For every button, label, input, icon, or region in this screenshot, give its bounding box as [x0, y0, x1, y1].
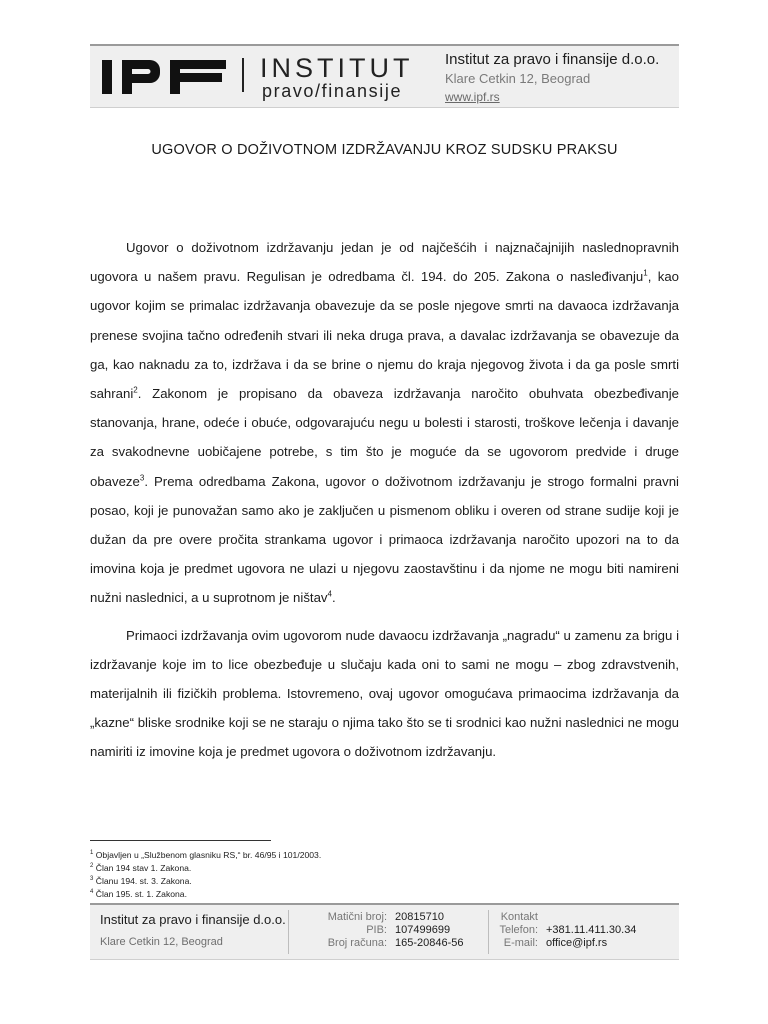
paragraph-text: Ugovor o doživotnom izdržavanju jedan je od najčešćih i najznačajnijih naslednopravnih ugovora u našem pravu. Regulisan je odredbama čl. 194. do 205. Zakona o nasleđivanju — [90, 240, 679, 285]
footer-divider — [288, 910, 289, 954]
paragraph-1 — [90, 233, 679, 613]
document-title: UGOVOR O DOŽIVOTNOM IZDRŽAVANJU KROZ SUDSKU PRAKSU — [151, 142, 618, 158]
label-registration-number: Matični broj: — [327, 911, 387, 923]
value-contact — [546, 911, 636, 924]
footer-registration-values — [395, 911, 464, 950]
logo-subtitle: pravo/finansije — [262, 81, 403, 101]
footer-company-name: Institut za pravo i finansije d.o.o. — [100, 912, 286, 927]
paragraph-text: . Zakonom je propisano da obaveza izdržavanja naročito obuhvata obezbeđivanje stanovanja, hrane, odeće i obuće, odgovarajuću negu u bolesti i starosti, troškove lečenja i davanje za svakodnevne uobičajene potrebe, s tim što je moguće da se ugovorom predvide i druge obaveze — [90, 386, 679, 489]
footnote-item — [90, 875, 490, 888]
label-account-number: Broj računa: — [327, 937, 387, 949]
footnote-ref: 3 — [139, 473, 145, 483]
value-registration-number: 20815710 — [395, 911, 444, 923]
footnote-item — [90, 849, 490, 862]
footnote-number: 4 — [90, 889, 94, 896]
value-tax-id: 107499699 — [395, 924, 451, 936]
letterhead-header — [90, 44, 679, 108]
footer-divider — [488, 910, 489, 954]
footer-contact-labels — [498, 911, 538, 950]
paragraph-2: Primaoci izdržavanja ovim ugovorom nude davaocu izdržavanja „nagradu“ u zamenu za brigu i izdržavanje koje im to lice obezbeđuje u slučaju kada oni to sami ne mogu – zbog zdravstvenih, materijalnih ili fizičkih problema. Istovremeno, ovaj ugovor omogućava primaocima izdržavanja da „kazne“ bliske srodnike koji se ne staraju o njima tako što se ti srodnici kao nužni naslednici ne mogu namiriti iz imovine koja je predmet ugovora o doživotnom izdržavanju. — [90, 627, 679, 760]
label-contact: Kontakt — [500, 911, 538, 923]
header-company-name: Institut za pravo i finansije d.o.o. — [445, 51, 660, 68]
footnote-ref: 4 — [327, 590, 332, 600]
footnote-item — [90, 862, 490, 875]
letterhead-footer — [90, 903, 679, 960]
footer-contact-values — [546, 911, 636, 950]
footnote-text: Član 195. st. 1. Zakona. — [93, 889, 187, 900]
paragraph-text: . — [331, 590, 336, 606]
footnote-text: Članu 194. st. 3. Zakona. — [93, 876, 192, 887]
logo-institut-text: INSTITUT — [260, 53, 414, 83]
header-website-link[interactable]: www.ipf.rs — [445, 90, 500, 104]
footnote-ref: 2 — [133, 385, 138, 395]
footnote-text: Član 194 stav 1. Zakona. — [93, 863, 192, 874]
footer-address: Klare Cetkin 12, Beograd — [100, 936, 223, 948]
label-phone: Telefon: — [499, 924, 538, 936]
logo-divider — [242, 58, 244, 92]
footnote-number: 1 — [90, 850, 94, 857]
header-address: Klare Cetkin 12, Beograd — [445, 71, 591, 86]
document-body — [90, 233, 679, 767]
footnote-separator — [90, 840, 271, 841]
ipf-logo — [98, 54, 233, 100]
value-account-number: 165-20846-56 — [395, 937, 464, 949]
value-email[interactable]: office@ipf.rs — [546, 937, 608, 949]
footnote-number: 3 — [90, 876, 94, 883]
label-tax-id: PIB: — [366, 924, 387, 936]
value-phone: +381.11.411.30.34 — [546, 924, 637, 936]
footnote-number: 2 — [90, 863, 94, 870]
footer-registration-labels — [295, 911, 387, 950]
label-email: E-mail: — [503, 937, 538, 949]
footnotes — [90, 849, 490, 901]
paragraph-text: , kao ugovor kojim se primalac izdržavanja obavezuje da se posle njegove smrti na davaoca izdržavanja prenese svojina tačno određenih stvari ili neka druga prava, a davalac izdržavanja se obavezuje da ga, kao naknadu za to, izdržava i da se brine o njemu do kraja njegovog života i da ga posle smrti sahrani — [90, 269, 679, 402]
footnote-text: Objavljen u „Službenom glasniku RS,“ br. 46/95 i 101/2003. — [93, 850, 322, 860]
footnote-ref: 1 — [643, 268, 648, 278]
footnote-item — [90, 888, 490, 901]
paragraph-text: . Prema odredbama Zakona, ugovor o doživotnom izdržavanju je strogo formalni pravni posao, koji je punovažan samo ako je zaključen u pismenom obliku i overen od strane sudije koji je dužan da pre overe pročita strankama ugovor i primaoca izdržavanja naročito upozori na to da imovina koja je predmet ugovora ne ulazi u njegovu zaostavštinu i da njome ne mogu biti namireni nužni naslednici, a u suprotnom je ništav — [90, 473, 679, 606]
